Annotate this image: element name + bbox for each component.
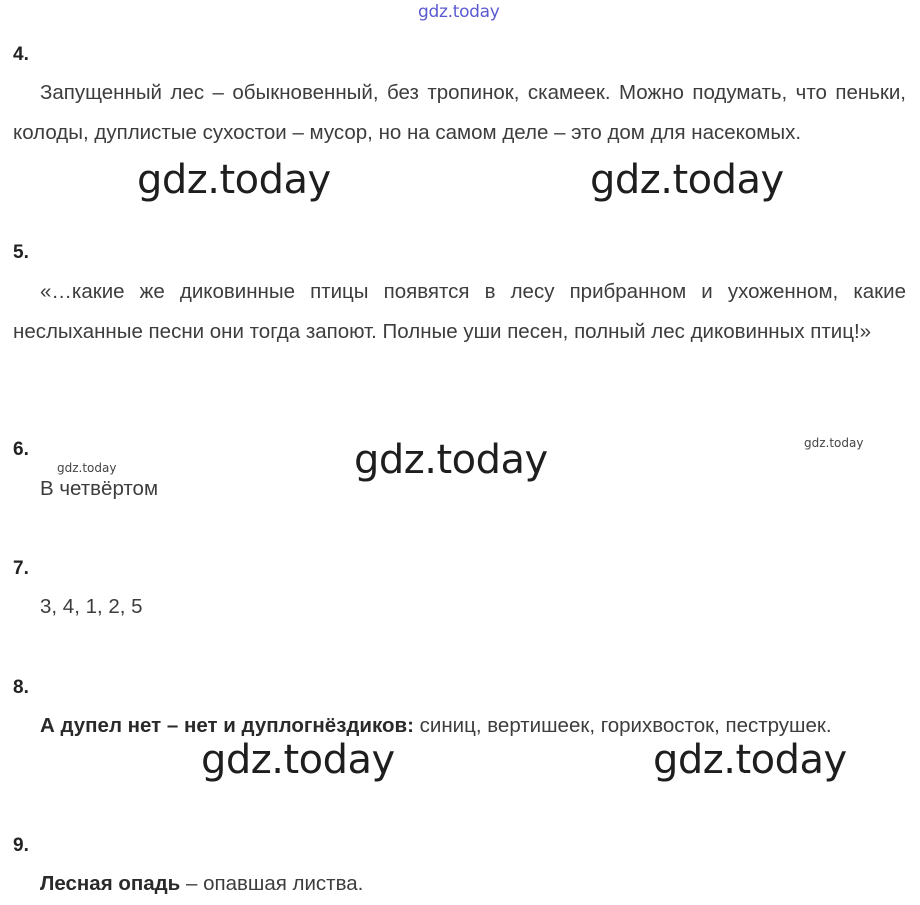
item-5-text: «…какие же диковинные птицы появятся в лесу прибранном и ухоженном, какие неслыханные песни они тогда запоют. Полные уши песен, полный лес диковинных птиц!» [13, 280, 906, 343]
item-number-7: 7. [13, 558, 29, 579]
item-number-9: 9. [13, 835, 29, 856]
item-4-text: Запущенный лес – обыкновенный, без тропинок, скамеек. Можно подумать, что пеньки, колоды, дуплистые сухостои – мусор, но на самом деле – это дом для насекомых. [13, 81, 906, 144]
item-text-5 [13, 272, 906, 351]
watermark-small: gdz.today [804, 436, 864, 450]
watermark-top: gdz.today [418, 2, 500, 22]
watermark-big: gdz.today [137, 157, 331, 203]
item-6-text: В четвёртом [40, 477, 159, 500]
item-8-term: А дупел нет – нет и дуплогнёздиков: [40, 714, 414, 737]
item-8-text: синиц, вертишеек, горихвосток, пеструшек. [413, 714, 832, 737]
item-text-4 [13, 73, 906, 152]
watermark-small: gdz.today [57, 461, 117, 475]
watermark-big: gdz.today [354, 437, 548, 483]
watermark-big: gdz.today [590, 157, 784, 203]
item-9-term: Лесная опадь [40, 872, 181, 895]
item-number-4: 4. [13, 44, 29, 65]
item-number-5: 5. [13, 242, 29, 263]
item-number-8: 8. [13, 677, 29, 698]
watermark-big: gdz.today [653, 737, 847, 783]
item-7-text: 3, 4, 1, 2, 5 [40, 595, 143, 618]
item-9-line [40, 872, 363, 896]
item-9-text: – опавшая листва. [180, 872, 364, 895]
watermark-big: gdz.today [201, 737, 395, 783]
item-number-6: 6. [13, 439, 29, 460]
